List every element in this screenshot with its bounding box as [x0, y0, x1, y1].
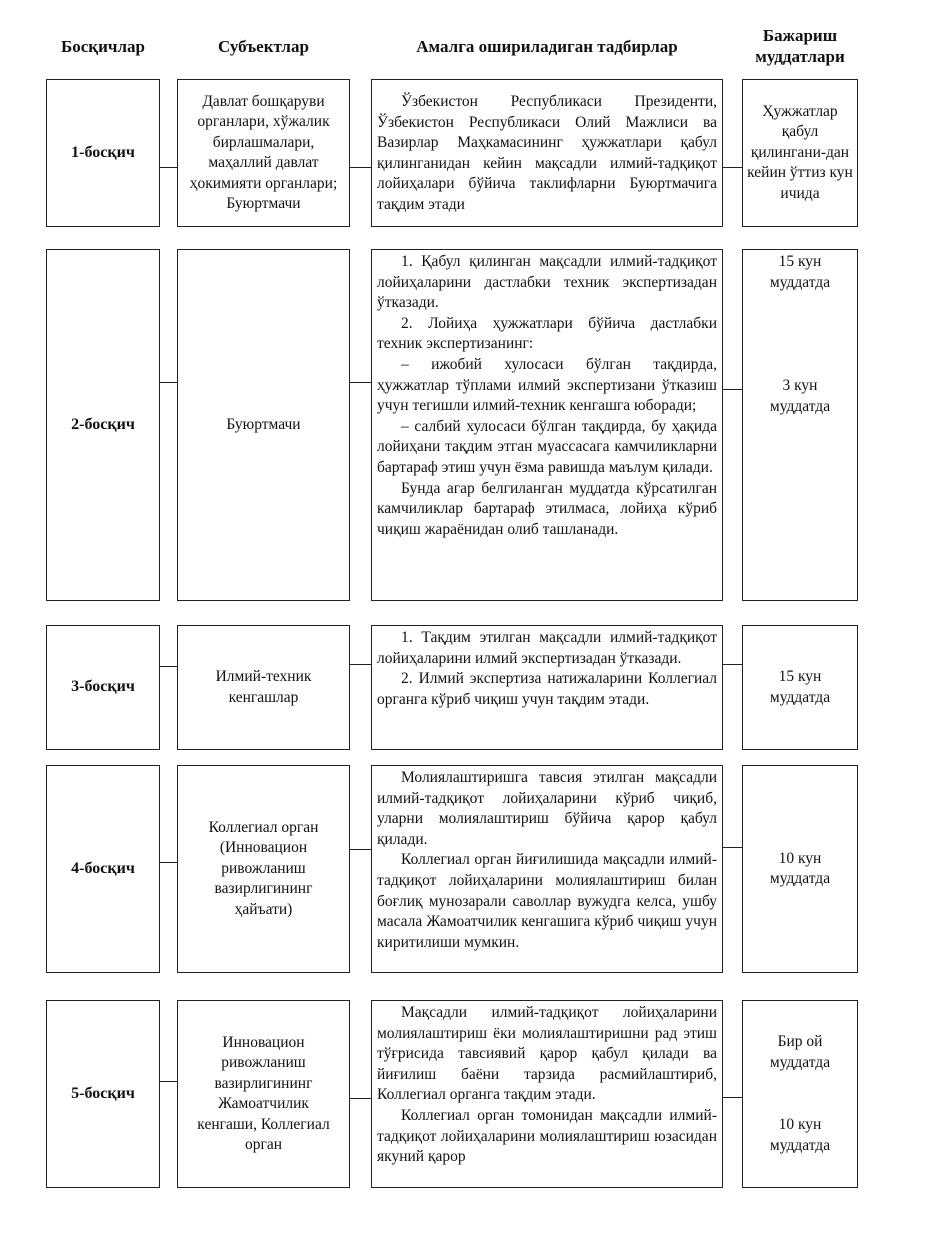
subject-3-box: Илмий-техник кенгашлар — [177, 625, 350, 750]
connector — [159, 862, 177, 863]
connector — [722, 664, 742, 665]
action-paragraph: Коллегиал орган томонидан мақсадли илмий-тадқиқот лойиҳаларини молиялаштириш юзасидан якуний қарор — [377, 1106, 717, 1166]
connector — [349, 382, 371, 383]
action-paragraph: 1. Қабул қилинган мақсадли илмий-тадқиқот лойиҳаларини дастлабки техник экспертизадан ўтказади. — [377, 253, 717, 312]
actions-1-box — [371, 79, 723, 227]
deadline-2-box — [742, 249, 858, 601]
deadline-text: 15 кун муддатда — [769, 253, 831, 291]
connector — [349, 664, 371, 665]
deadline-5-box — [742, 1000, 858, 1188]
action-paragraph: 2. Илмий экспертиза натижаларини Коллегиал органга кўриб чиқиш учун тақдим этади. — [377, 670, 717, 708]
subject-2-box: Буюртмачи — [177, 249, 350, 601]
connector — [349, 1098, 371, 1099]
action-paragraph: – салбий хулосаси бўлган тақдирда, бу ҳақида лойиҳани тақдим этган муассасага камчиликларни бартараф этиш учун ёзма равишда маълум қилади. — [377, 417, 717, 476]
stage-1-box: 1-босқич — [46, 79, 160, 227]
deadline-4-box — [742, 765, 858, 973]
actions-4-box — [371, 765, 723, 973]
stage-5-box: 5-босқич — [46, 1000, 160, 1188]
connector — [349, 167, 371, 168]
deadline-text: 3 кун муддатда — [769, 377, 831, 415]
connector — [159, 666, 177, 667]
subject-4-box: Коллегиал орган (Инновацион ривожланиш вазирлигининг ҳайъати) — [177, 765, 350, 973]
actions-2-box — [371, 249, 723, 601]
connector — [722, 1097, 742, 1098]
deadline-text: 10 кун муддатда — [769, 1116, 831, 1154]
deadline-text: Ҳужжатлар қабул қилингани-дан кейин ўттиз кун ичида — [747, 102, 853, 202]
stage-2-box: 2-босқич — [46, 249, 160, 601]
deadline-1-box — [742, 79, 858, 227]
deadline-3-box — [742, 625, 858, 750]
subject-1-box: Давлат бошқаруви органлари, хўжалик бирлашмалари, маҳаллий давлат ҳокимияти органлари; Буюртмачи — [177, 79, 350, 227]
header-stages: Босқичлар — [61, 37, 145, 56]
actions-3-box — [371, 625, 723, 750]
action-paragraph: Молиялаштиришга тавсия этилган мақсадли илмий-тадқиқот лойиҳаларини кўриб чиқиб, уларни молиялаштириш бўйича қарор қабул қилади. — [377, 769, 717, 848]
action-paragraph: Мақсадли илмий-тадқиқот лойиҳаларини молиялаштириш ёки молиялаштиришни рад этиш тўғрисида тавсиявий қарор қабул қилади ва йиғилиш баёни тарзида расмийлаштириб, Коллегиал органга тақдим этади. — [377, 1004, 717, 1104]
deadline-text: Бир ой муддатда — [769, 1033, 831, 1071]
connector — [722, 847, 742, 848]
stage-3-box: 3-босқич — [46, 625, 160, 750]
header-actions: Амалга ошириладиган тадбирлар — [416, 37, 678, 56]
action-paragraph: Бунда агар белгиланган муддатда кўрсатилган камчиликлар бартараф этилмаса, лойиҳа кўриб чиқиш жараёнидан олиб ташланади. — [377, 479, 717, 538]
connector — [722, 167, 742, 168]
connector — [722, 389, 742, 390]
header-subjects: Субъектлар — [218, 37, 309, 56]
action-paragraph: – ижобий хулосаси бўлган тақдирда, ҳужжатлар тўплами илмий экспертизани ўтказиш учун тегишли илмий-техник кенгашга юборади; — [377, 355, 717, 415]
deadline-text: 10 кун муддатда — [769, 849, 831, 887]
deadline-text: 15 кун муддатда — [769, 668, 831, 706]
connector — [159, 167, 177, 168]
connector — [349, 849, 371, 850]
header-deadlines: Бажариш муддатлари — [755, 26, 845, 66]
connector — [159, 382, 177, 383]
action-paragraph: 2. Лойиҳа ҳужжатлари бўйича дастлабки техник экспертизанинг: — [377, 314, 717, 353]
connector — [159, 1081, 177, 1082]
action-paragraph: 1. Тақдим этилган мақсадли илмий-тадқиқот лойиҳаларини илмий экспертизадан ўтказади. — [377, 629, 717, 667]
actions-5-box — [371, 1000, 723, 1188]
subject-5-box: Инновацион ривожланиш вазирлигининг Жамоатчилик кенгаши, Коллегиал орган — [177, 1000, 350, 1188]
action-paragraph: Ўзбекистон Республикаси Президенти, Ўзбекистон Республикаси Олий Мажлиси ва Вазирлар Маҳкамасининг ҳужжатлари қабул қилинганидан кейин мақсадли илмий-тадқиқот лойиҳалари бўйича таклифларни Буюртмачига тақдим этади — [377, 93, 717, 213]
stage-4-box: 4-босқич — [46, 765, 160, 973]
action-paragraph: Коллегиал орган йиғилишида мақсадли илмий-тадқиқот лойиҳаларини молиялаштириш билан боғлиқ мунозарали саволлар вужудга келса, ушбу масала Жамоатчилик кенгашига кўриб чиқиш учун киритилиши мумкин. — [377, 851, 717, 951]
